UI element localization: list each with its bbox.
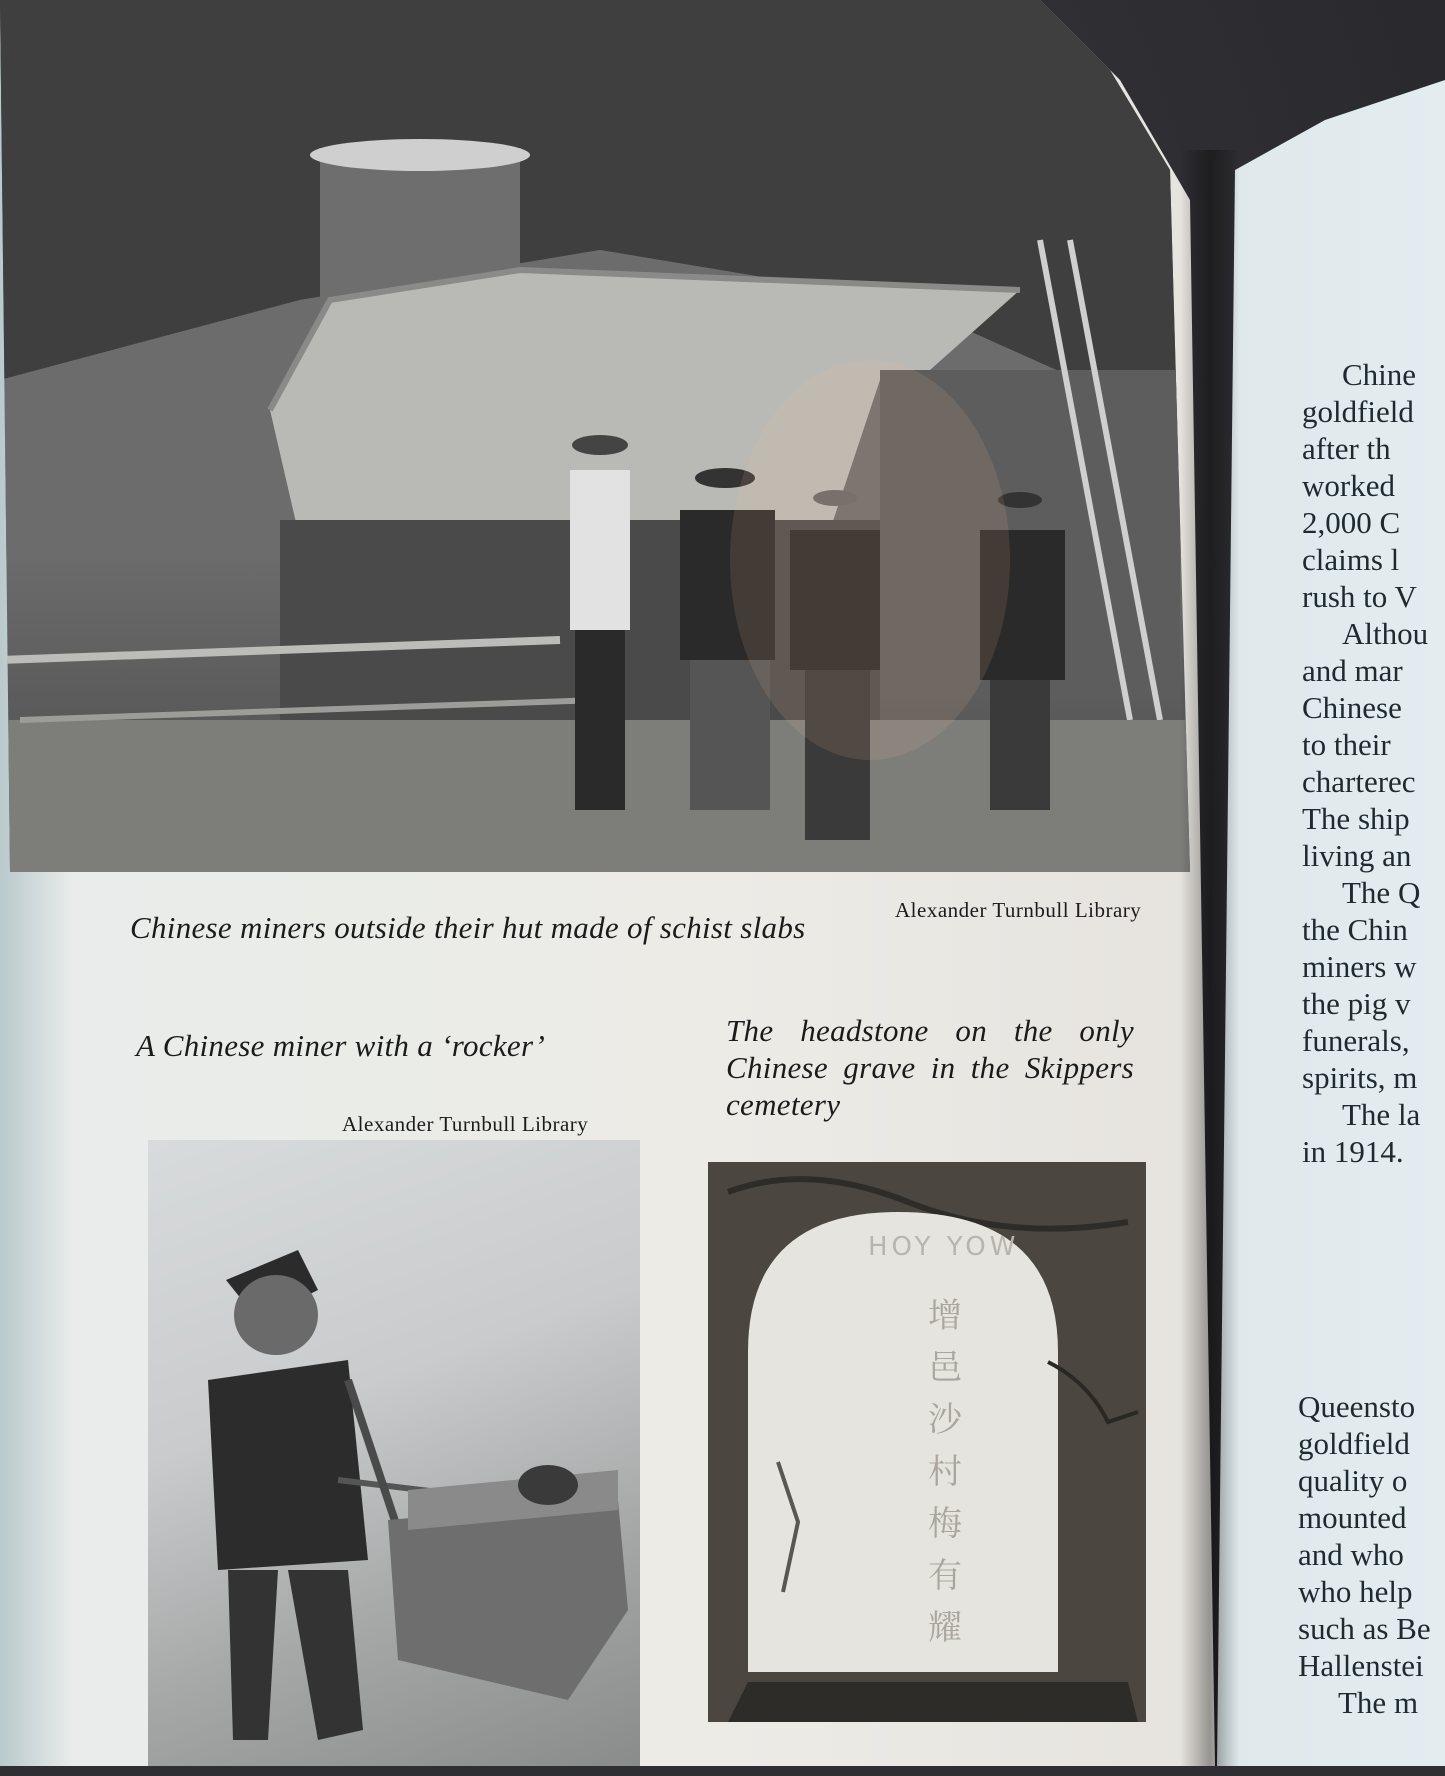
text-line: funerals,	[1302, 1023, 1410, 1058]
text-line: miners w	[1302, 949, 1417, 984]
book-gutter	[1180, 150, 1240, 1766]
text-line: the pig v	[1302, 986, 1411, 1021]
text-line: who help	[1298, 1574, 1413, 1609]
text-line: Chine	[1342, 357, 1417, 392]
headstone-inscription-chinese: 增 邑 沙 村 梅 有 耀	[928, 1296, 962, 1648]
photo-miners-hut	[0, 0, 1190, 872]
text-line: goldfield	[1302, 394, 1414, 429]
text-line: after th	[1302, 431, 1391, 466]
text-line: Queensto	[1298, 1389, 1416, 1424]
text-line: spirits, m	[1302, 1060, 1418, 1095]
rocker-photo-caption: A Chinese miner with a ‘rocker’	[136, 1028, 546, 1063]
text-line: Althou	[1342, 616, 1429, 651]
text-line: The ship	[1302, 801, 1410, 836]
right-page-column-2	[1298, 1388, 1445, 1768]
headstone-inscription-latin: HOY YOW	[868, 1232, 1020, 1262]
top-photo-credit: Alexander Turnbull Library	[895, 898, 1142, 922]
top-photo-caption: Chinese miners outside their hut made of schist slabs	[130, 910, 806, 945]
miners-hut-illustration	[0, 0, 1190, 872]
text-line: quality o	[1298, 1463, 1408, 1498]
text-line: to their	[1302, 727, 1391, 762]
text-line: charterec	[1302, 764, 1416, 799]
text-line: mounted	[1298, 1500, 1407, 1535]
text-line: in 1914.	[1302, 1134, 1404, 1169]
text-line: The la	[1342, 1097, 1421, 1132]
rocker-photo-credit: Alexander Turnbull Library	[342, 1112, 589, 1136]
text-line: goldfield	[1298, 1426, 1410, 1461]
text-line: the Chin	[1302, 912, 1408, 947]
text-line: and mar	[1302, 653, 1403, 688]
text-line: Chinese	[1302, 690, 1402, 725]
text-line: Hallenstei	[1298, 1648, 1424, 1683]
text-line: claims l	[1302, 542, 1400, 577]
text-line: worked	[1302, 468, 1395, 503]
text-line: and who	[1298, 1537, 1404, 1572]
text-line: such as Be	[1298, 1611, 1431, 1646]
text-line: 2,000 C	[1302, 505, 1401, 540]
text-line: The Q	[1342, 875, 1421, 910]
text-line: living an	[1302, 838, 1412, 873]
text-line: The m	[1338, 1685, 1419, 1720]
photo-miner-rocker	[148, 1140, 640, 1766]
grave-photo-caption: The headstone on the only Chinese grave in the Skippers cemetery	[726, 1013, 1134, 1122]
text-line: rush to V	[1302, 579, 1417, 614]
miner-rocker-illustration	[148, 1140, 640, 1766]
